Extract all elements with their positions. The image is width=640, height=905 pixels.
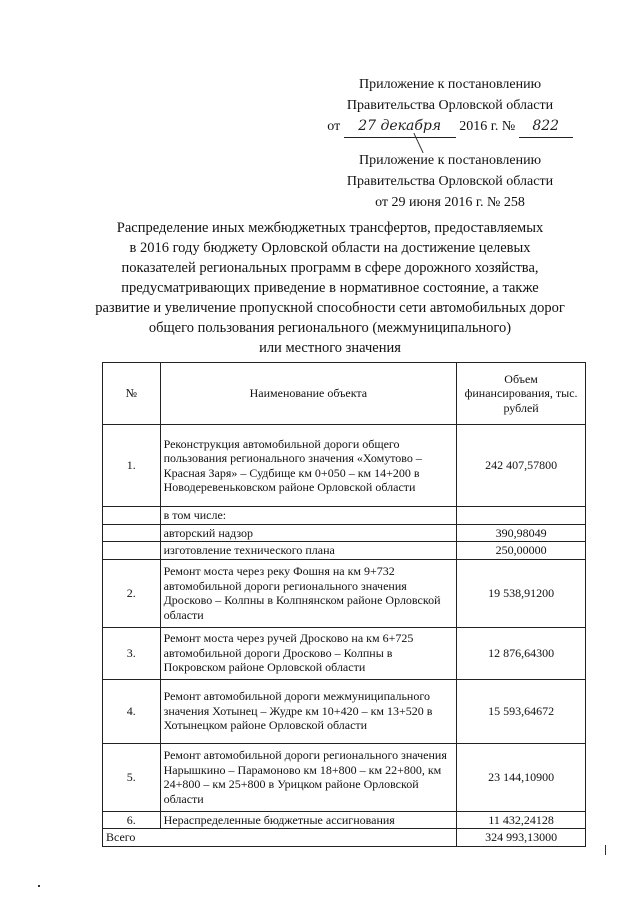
table-row [103, 743, 586, 811]
row-name: Нераспределенные бюджетные ассигнования [160, 811, 457, 829]
row-num: 4. [103, 679, 161, 743]
title-line-7: или местного значения [259, 340, 401, 356]
row-value: 12 876,64300 [457, 627, 586, 679]
title-line-5: развитие и увеличение пропускной способности сети автомобильных дорог [95, 300, 565, 316]
decree-header-current [300, 74, 600, 138]
row-value: 11 432,24128 [457, 811, 586, 829]
title-line-1: Распределение иных межбюджетных трансфертов, предоставляемых [116, 220, 544, 236]
row-value: 15 593,64672 [457, 679, 586, 743]
handwritten-date: 27 декабря [344, 116, 456, 138]
row-name: Ремонт моста через реку Фошня на км 9+732 автомобильной дороги регионального значения Дросково – Колпны в Колпнянском районе Орловской области [160, 559, 457, 627]
row-value: 250,00000 [457, 542, 586, 560]
header-line-1: Приложение к постановлению [358, 77, 542, 92]
row-value: 19 538,91200 [457, 559, 586, 627]
scan-dot [38, 885, 40, 887]
title-line-6: общего пользования регионального (межмуниципального) [148, 320, 512, 336]
table-row [103, 559, 586, 627]
table-row [103, 679, 586, 743]
row-name: в том числе: [160, 507, 457, 525]
header-value: Объем финансирования, тыс. рублей [457, 363, 586, 425]
row-num: 3. [103, 627, 161, 679]
row-name: Ремонт моста через ручей Дросково на км 6+725 автомобильной дороги Дросково – Колпны в Покровском районе Орловской области [160, 627, 457, 679]
header-date-line [300, 116, 600, 138]
row-num [103, 542, 161, 560]
header-line-2: Правительства Орловской области [346, 98, 554, 113]
title-line-3: показателей региональных программ в сфере дорожного хозяйства, [121, 260, 539, 276]
table-row [103, 542, 586, 560]
date-prefix: от [327, 119, 341, 134]
handwritten-number: 822 [519, 116, 573, 138]
decree-header-original [300, 150, 600, 213]
table-total-row [103, 829, 586, 847]
table-row [103, 524, 586, 542]
row-name: Ремонт автомобильной дороги регионального значения Нарышкино – Парамоново км 18+800 – км 22+800, км 24+800 – км 25+800 в Урицком районе Орловской области [160, 743, 457, 811]
scan-mark [605, 845, 606, 855]
row-name: Ремонт автомобильной дороги межмуниципального значения Хотынец – Жудре км 10+420 – км 13+520 в Хотынецком районе Орловской области [160, 679, 457, 743]
date-year: 2016 г. № [459, 119, 516, 134]
title-line-2: в 2016 году бюджету Орловской области на достижение целевых [129, 240, 531, 256]
total-label: Всего [103, 829, 457, 847]
table-row [103, 811, 586, 829]
row-name: изготовление технического плана [160, 542, 457, 560]
table-header-row [103, 363, 586, 425]
row-num: 2. [103, 559, 161, 627]
total-value: 324 993,13000 [457, 829, 586, 847]
header2-line-3: от 29 июня 2016 г. № 258 [375, 195, 525, 210]
row-num: 1. [103, 425, 161, 507]
row-num: 5. [103, 743, 161, 811]
header-name: Наименование объекта [160, 363, 457, 425]
header2-line-2: Правительства Орловской области [346, 174, 554, 189]
row-value: 242 407,57800 [457, 425, 586, 507]
row-value: 390,98049 [457, 524, 586, 542]
row-value: 23 144,10900 [457, 743, 586, 811]
row-num [103, 524, 161, 542]
title-line-4: предусматривающих приведение в нормативное состояние, а также [121, 280, 539, 296]
row-name: авторский надзор [160, 524, 457, 542]
transfers-table [102, 362, 586, 847]
header2-line-1: Приложение к постановлению [358, 153, 542, 168]
document-title [90, 218, 570, 358]
table-row [103, 507, 586, 525]
table-row [103, 425, 586, 507]
row-num: 6. [103, 811, 161, 829]
table-row [103, 627, 586, 679]
row-name: Реконструкция автомобильной дороги общего пользования регионального значения «Хомутово – Красная Заря» – Судбище км 0+050 – км 14+200 в Новодеревеньковском районе Орловской области [160, 425, 457, 507]
header-num: № [103, 363, 161, 425]
row-num [103, 507, 161, 525]
row-value [457, 507, 586, 525]
